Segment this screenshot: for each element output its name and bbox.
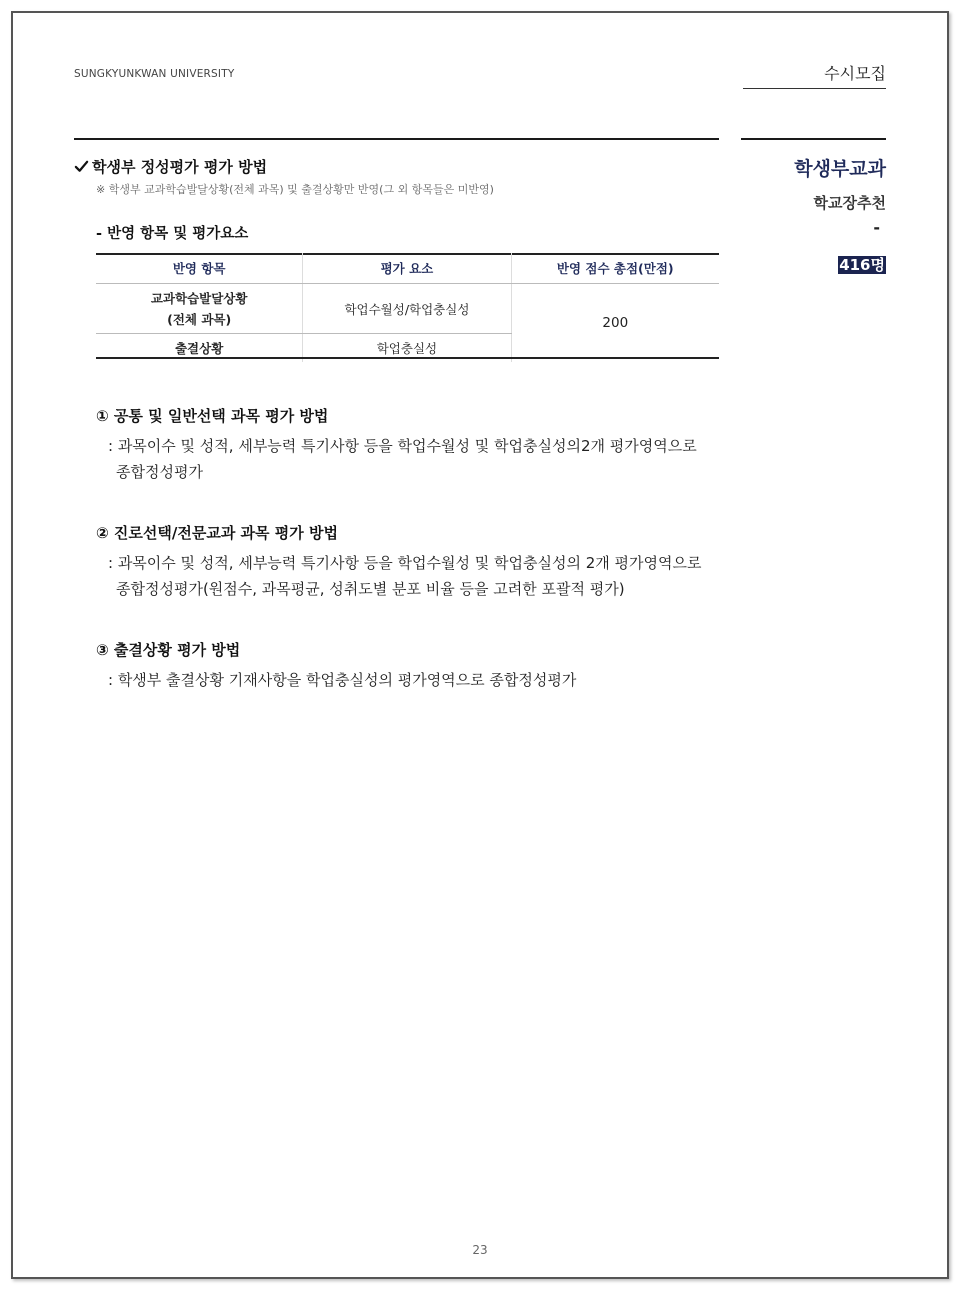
check-icon [74, 159, 89, 174]
method-3-line1: : 학생부 출결상황 기재사항을 학업충실성의 평가영역으로 종합정성평가 [108, 671, 577, 689]
sidebar-subtitle: 학교장추천 [813, 194, 886, 212]
sidebar-count-badge: 416명 [839, 256, 885, 274]
table-header-total: 반영 점수 총점(만점) [511, 253, 719, 284]
table-cell-item: 출결상황 [96, 334, 303, 363]
table-cell-item [96, 284, 303, 334]
table-cell-item-line1: 교과학습발달상황 [150, 290, 248, 306]
table-cell-element: 학업충실성 [303, 334, 511, 363]
sidebar-title: 학생부교과 [794, 158, 886, 180]
method-2-line1: : 과목이수 및 성적, 세부능력 특기사항 등을 학업수월성 및 학업충실성의 2개 평가영역으로 [108, 554, 702, 572]
category-underline [743, 88, 886, 89]
sidebar-count-wrap [741, 255, 886, 274]
table-bottom-border [96, 357, 719, 359]
table-cell-element: 학업수월성/학업충실성 [303, 284, 511, 334]
method-1-line1: : 과목이수 및 성적, 세부능력 특기사항 등을 학업수월성 및 학업충실성의2개 평가영역으로 [108, 437, 697, 455]
table-cell-total: 200 [602, 315, 629, 331]
university-name: SUNGKYUNKWAN UNIVERSITY [74, 68, 235, 80]
method-2-line2: 종합정성평가(원점수, 과목평균, 성취도별 분포 비율 등을 고려한 포괄적 평가) [116, 580, 625, 598]
section-note: ※ 학생부 교과학습발달상황(전체 과목) 및 출결상황만 반영(그 외 항목들은 미반영) [96, 183, 494, 196]
table-header-element: 평가 요소 [303, 253, 511, 284]
subheading: - 반영 항목 및 평가요소 [96, 226, 249, 242]
method-2-title: ② 진로선택/전문교과 과목 평가 방법 [96, 524, 338, 542]
table-header-item: 반영 항목 [96, 253, 303, 284]
section-title [74, 156, 267, 177]
evaluation-table [96, 253, 719, 362]
table-header-row [96, 253, 719, 284]
section-title-text: 학생부 정성평가 평가 방법 [92, 158, 268, 176]
page-number: 23 [472, 1243, 488, 1257]
admission-category: 수시모집 [824, 64, 886, 83]
method-1-title: ① 공통 및 일반선택 과목 평가 방법 [96, 407, 329, 425]
method-1-line2: 종합정성평가 [116, 463, 203, 481]
method-3-title: ③ 출결상황 평가 방법 [96, 641, 241, 659]
table-cell-item-line2: (전체 과목) [167, 311, 232, 327]
method-1-body [108, 433, 708, 485]
table-row [96, 284, 719, 334]
sidebar-dash: - [873, 218, 880, 237]
method-3-body [108, 667, 708, 693]
method-2-body [108, 550, 708, 602]
main-rule [74, 138, 719, 140]
side-rule [741, 138, 886, 140]
